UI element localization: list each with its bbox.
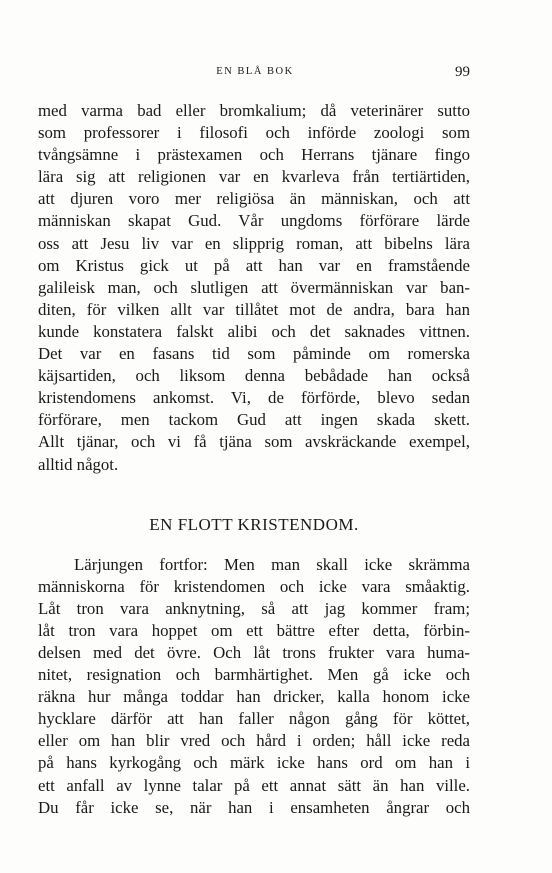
text-line: delsen med det övre. Och låt trons frukter vara huma-: [38, 642, 470, 662]
text-line: tvångsämne i prästexamen och Herrans tjänare fingo: [38, 145, 470, 165]
text-line: alltid något.: [38, 454, 119, 474]
text-line: Det var en fasans tid som påminde om romerska: [38, 344, 470, 364]
text-line: som professorer i filosofi och införde zoologi som: [38, 123, 470, 143]
text-line: nitet, resignation och barmhärtighet. Men gå icke och: [38, 665, 470, 685]
paragraph: [38, 554, 470, 819]
text-line: människorna för kristendomen och icke vara småaktig.: [38, 576, 470, 596]
paragraph-continued: [38, 100, 470, 476]
text-line: Allt tjänar, och vi få tjäna som avskräckande exempel,: [38, 432, 470, 452]
page-body: [38, 100, 470, 819]
text-line: Låt tron vara anknytning, så att jag kommer fram;: [38, 598, 470, 618]
text-line: människan skapat Gud. Vår ungdoms förförare lärde: [38, 211, 470, 231]
text-line: kristendomens ankomst. Vi, de förförde, blevo sedan: [38, 388, 470, 408]
text-line: räkna hur många toddar han dricker, kalla honom icke: [38, 687, 470, 707]
text-line: diten, för vilken allt var tillåtet mot de andra, bara han: [38, 299, 470, 319]
text-line: galileisk man, och slutligen att övermänniskan var ban-: [38, 277, 470, 297]
text-line: låt tron vara hoppet om ett bättre efter detta, förbin-: [38, 620, 470, 640]
page-number: 99: [455, 64, 470, 80]
text-line: på hans kyrkogång och märk icke hans ord om han i: [38, 753, 470, 773]
text-line: Lärjungen fortfor: Men man skall icke skrämma: [74, 554, 470, 574]
text-line: att djuren voro mer religiösa än människan, och att: [38, 189, 470, 209]
text-line: ett anfall av lynne talar på ett annat sätt än han ville.: [38, 775, 470, 795]
text-line: lära sig att religionen var en kvarleva från tertiärtiden,: [38, 167, 470, 187]
text-line: med varma bad eller bromkalium; då veterinärer sutto: [38, 101, 470, 120]
text-line: oss att Jesu liv var en slipprig roman, att bibelns lära: [38, 233, 470, 253]
text-line: käjsartiden, och liksom denna bebådade han också: [38, 366, 470, 386]
running-title: EN BLÅ BOK: [216, 66, 294, 77]
text-line: hycklare därför att han faller någon gång för köttet,: [38, 709, 470, 729]
text-line: kunde konstatera falskt alibi och det saknades vittnen.: [38, 321, 470, 341]
section-heading: EN FLOTT KRISTENDOM.: [149, 514, 359, 534]
page-header: [40, 66, 470, 82]
text-line: Du får icke se, när han i ensamheten ångrar och: [38, 797, 470, 817]
text-line: om Kristus gick ut på att han var en framstående: [38, 255, 470, 275]
text-line: eller om han blir vred och hård i orden; håll icke reda: [38, 731, 470, 751]
text-line: förförare, men tackom Gud att ingen skada skett.: [38, 410, 470, 430]
